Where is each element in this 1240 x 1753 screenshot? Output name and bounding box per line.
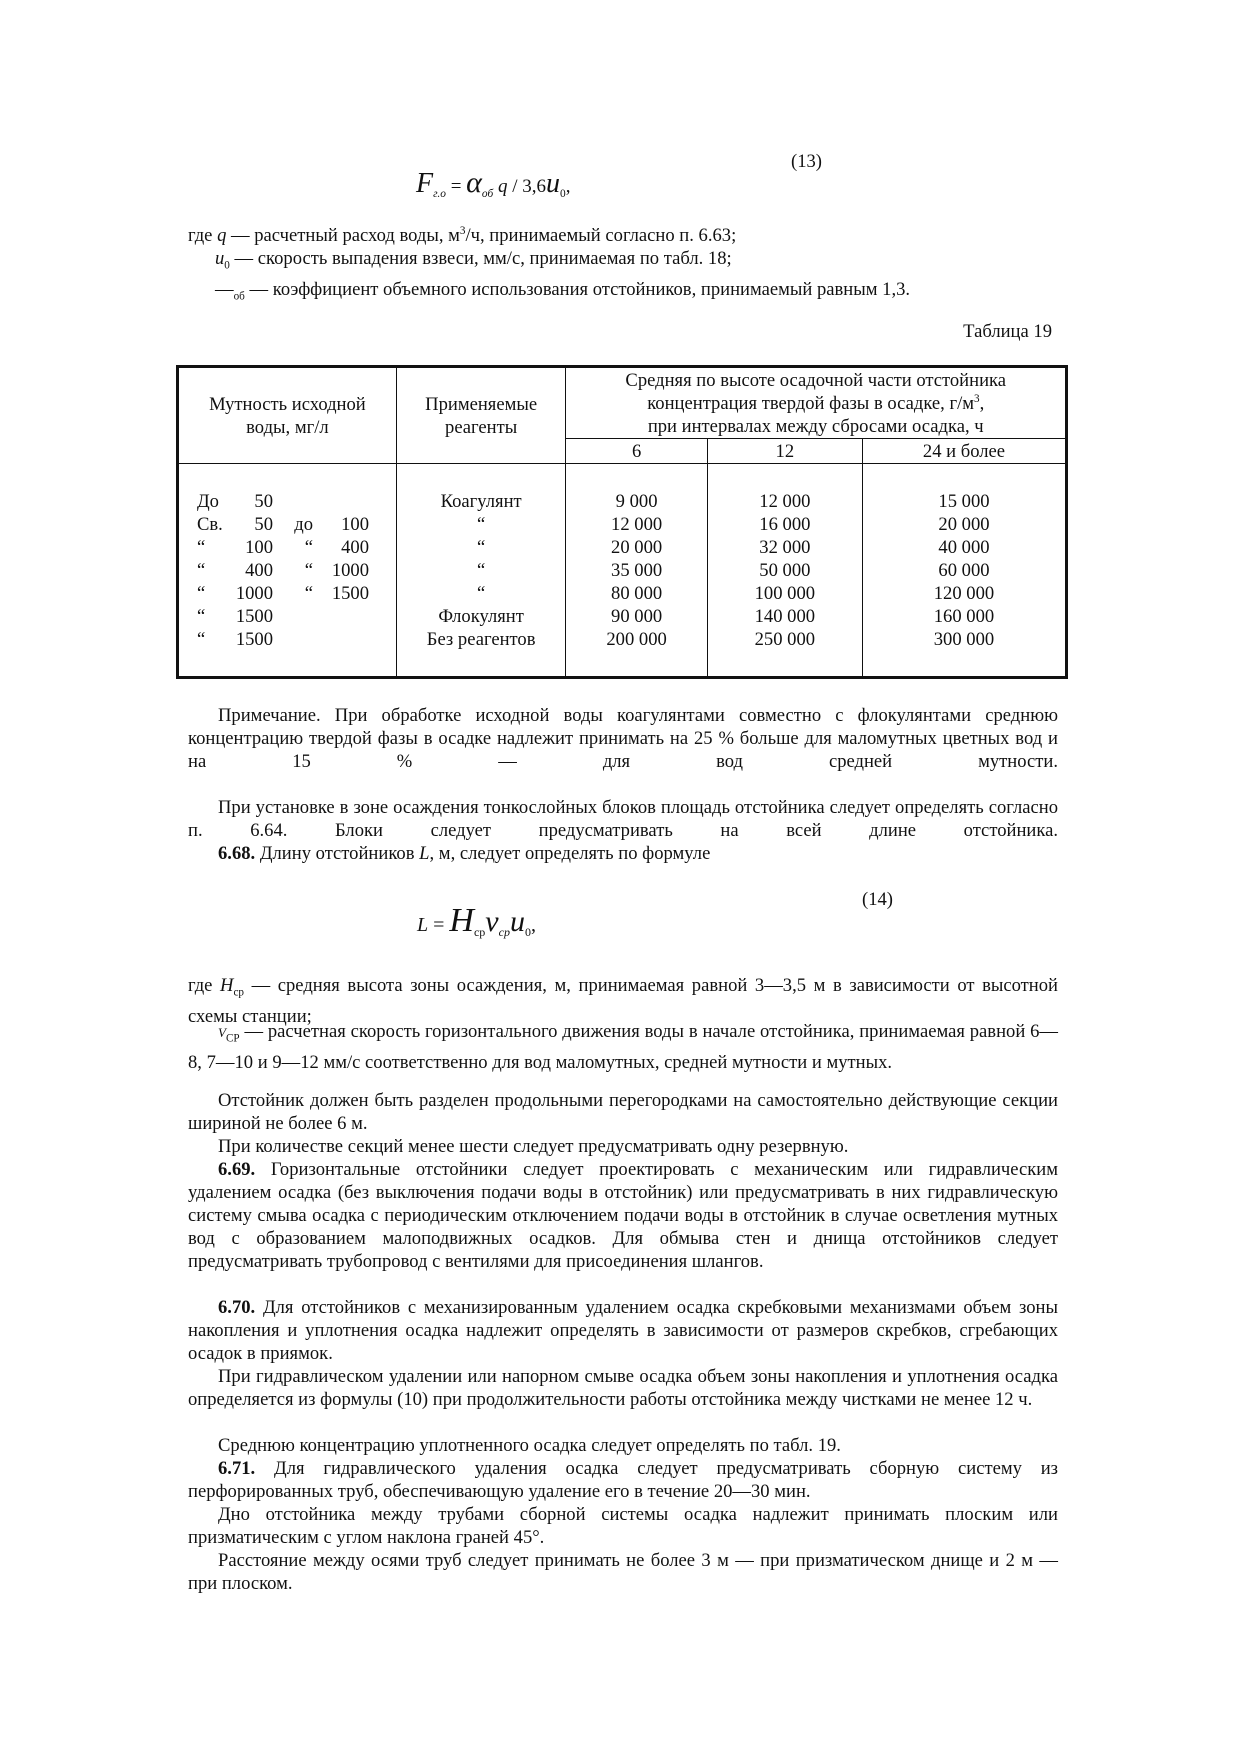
- paragraph-thin-layer-blocks: При установке в зоне осаждения тонкослойных блоков площадь отстойника следует определять согласно п. 6.64. Блоки следует предусматривать на всей длине отстойника.: [188, 797, 1058, 841]
- formula-13-alpha: α: [466, 166, 482, 199]
- formula-13: [416, 166, 570, 200]
- formula-14-lhs: L: [417, 914, 429, 936]
- table-19-caption: Таблица 19: [963, 321, 1052, 342]
- formula-13-alpha-sub: об: [481, 187, 494, 200]
- paragraph-bottom-shape: Дно отстойника между трубами сборной системы осадка надлежит принимать плоским или призматическим с углом наклона граней 45°.: [188, 1504, 1058, 1548]
- legend-alpha: $—_{об}$ — коэффициент объемного использования отстойников, принимаемый равным 1,3.: [215, 278, 911, 303]
- clause-6-70: 6.70. Для отстойников с механизированным удалением осадка скребковыми механизмами объем зоны накопления и уплотнения осадка надлежит определять в зависимости от размеров скребков, сгребающих осадок в приямок.: [188, 1297, 1058, 1364]
- table-row: “ 400 “ 1000: [197, 559, 369, 581]
- clause-number: 6.70.: [218, 1297, 256, 1318]
- table-19-24h-column: 15 000 20 000 40 000 60 000 120 000 160 000 300 000: [862, 464, 1066, 678]
- table-row: До 50: [197, 490, 273, 512]
- table-19-note: Примечание. При обработке исходной воды коагулянтами совместно с флокулянтами среднюю концентрацию твердой фазы в осадке надлежит принимать на 25 % больше для маломутных цветных вод и на 15 % — для вод средней мутности.: [188, 705, 1058, 772]
- clause-6-71: 6.71. Для гидравлического удаления осадка следует предусматривать сборную систему из перфорированных труб, обеспечивающую удаление его в течение 20—30 мин.: [188, 1458, 1058, 1502]
- table-19-header-turbidity: Мутность исходной воды, мг/л: [178, 367, 397, 464]
- table-19-6h-column: 9 000 12 000 20 000 35 000 80 000 90 000 200 000: [566, 464, 707, 678]
- table-19-header-6h: 6: [566, 439, 707, 464]
- table-row: “ 1500: [197, 628, 273, 650]
- paragraph-hydraulic-removal: При гидравлическом удалении или напорном смыве осадка объем зоны накопления и уплотнения осадка определяется из формулы (10) при продолжительности работы отстойника между чистками не менее 12 ч.: [188, 1366, 1058, 1410]
- legend-u0: $u_0$ — скорость выпадения взвеси, мм/с, принимаемая по табл. 18;: [215, 248, 732, 272]
- formula-14-u: u: [509, 905, 525, 938]
- formula-14: $L = H_{ср}v_{ср}u_0$,: [417, 902, 536, 939]
- clause-6-68: 6.68. Длину отстойников L, м, следует определять по формуле: [218, 843, 711, 864]
- paragraph-reserve-section: При количестве секций менее шести следует предусматривать одну резервную.: [218, 1136, 849, 1157]
- formula-14-H: H: [449, 902, 474, 939]
- formula-13-lhs: F: [416, 168, 434, 199]
- formula-13-legend: [188, 224, 1058, 308]
- legend-q: где q — расчетный расход воды, $м^3/ч$, принимаемый согласно п. 6.63;: [188, 224, 737, 246]
- clause-6-69: 6.69. Горизонтальные отстойники следует проектировать с механическим или гидравлическим удалением осадка (без выключения подачи воды в отстойник) или предусматривать в них гидравлическую систему смыва осадка с периодическим отключением подачи воды в отстойник в случае осветления мутных вод с образованием малоподвижных осадков. Для обмыва стен и днища отстойников следует предусматривать трубопровод с вентилями для присоединения шлангов.: [188, 1159, 1058, 1272]
- formula-13-u-sub: 0: [559, 187, 566, 200]
- clause-number: 6.69.: [218, 1159, 256, 1180]
- formula-13-number: (13): [791, 151, 822, 172]
- table-19-header-24h: 24 и более: [862, 439, 1066, 464]
- table-19: [176, 365, 1068, 679]
- table-row: “ 1500: [197, 605, 273, 627]
- clause-number: 6.68.: [218, 843, 256, 864]
- formula-13-lhs-sub: г.о: [433, 187, 446, 200]
- table-row: Св. 50 до 100: [197, 513, 369, 535]
- table-19-turbidity-column: [178, 464, 397, 678]
- table-19-header-concentration: Средняя по высоте осадочной части отстойника концентрация твердой фазы в осадке, $г/м^3$, при интервалах между сбросами осадка, ч: [566, 367, 1067, 439]
- formula-14-v: v: [485, 905, 499, 938]
- table-19-header-12h: 12: [707, 439, 862, 464]
- table-19-reagents-column: Коагулянт “ “ “ “ Флокулянт Без реагентов: [396, 464, 566, 678]
- paragraph-pipe-spacing: Расстояние между осями труб следует принимать не более 3 м — при призматическом днище и 2 м — при плоском.: [188, 1550, 1058, 1594]
- formula-13-eq: =: [445, 176, 467, 197]
- table-19-header-reagents: Применяемые реагенты: [396, 367, 566, 464]
- clause-number: 6.71.: [218, 1458, 256, 1479]
- formula-13-tail: ,: [565, 176, 571, 197]
- table-row: “ 1000 “ 1500: [197, 582, 369, 604]
- paragraph-concentration: Среднюю концентрацию уплотненного осадка следует определять по табл. 19.: [218, 1435, 841, 1456]
- table-19-12h-column: 12 000 16 000 32 000 50 000 100 000 140 000 250 000: [707, 464, 862, 678]
- formula-13-div: / 3,6: [507, 176, 546, 197]
- formula-13-q: q: [493, 176, 508, 197]
- formula-14-legend-h: где $H_{ср}$ — средняя высота зоны осаждения, м, принимаемая равной 3—3,5 м в зависимости от высотной схемы станции;: [188, 975, 1058, 1027]
- paragraph-sections: Отстойник должен быть разделен продольными перегородками на самостоятельно действующие секции шириной не более 6 м.: [188, 1090, 1058, 1134]
- formula-14-legend-v: $V_{СР}$ — расчетная скорость горизонтального движения воды в начале отстойника, принимаемая равной 6—8, 7—10 и 9—12 мм/с соответственно для вод маломутных, средней мутности и мутных.: [188, 1021, 1058, 1073]
- formula-13-u: u: [545, 168, 560, 199]
- table-row: “ 100 “ 400: [197, 536, 369, 558]
- formula-14-number: (14): [862, 889, 893, 910]
